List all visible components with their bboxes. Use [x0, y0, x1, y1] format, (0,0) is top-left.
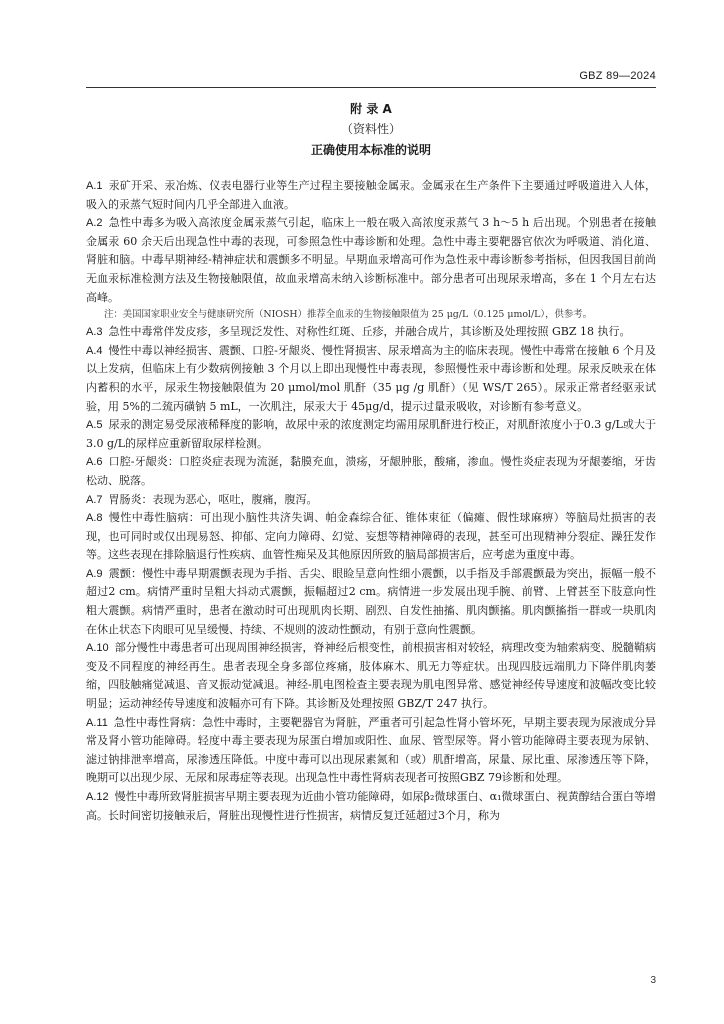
paragraph-text: 汞矿开采、汞冶炼、仪表电器行业等生产过程主要接触金属汞。金属汞在生产条件下主要通过呼吸道进入人体，吸入的汞蒸气短时间内几乎全部进入血液。 — [86, 179, 656, 211]
paragraph-text: 部分慢性中毒患者可出现周围神经损害，脊神经后根变性，前根损害相对较轻，病理改变为轴索病变、脱髓鞘病变及不同程度的神经再生。患者表现全身多部位疼痛，肢体麻木、肌无力等症状。出现四肢远端肌力下降伴肌肉萎缩，四肢触痛觉减退、音叉振动觉减退。神经-肌电图检查主要表现为肌电图异常、感觉神经传导速度和波幅改变比较明显；运动神经传导速度和波幅亦可有下降。其诊断及处理按照 GBZ/T 247 执行。 — [86, 641, 656, 711]
paragraph-a12 — [86, 788, 656, 825]
clause-number: A.5 — [86, 419, 103, 432]
paragraph-text: 急性中毒多为吸入高浓度金属汞蒸气引起，临床上一般在吸入高浓度汞蒸气 3 h～5 h 后出现。个别患者在接触金属汞 60 余天后出现急性中毒的表现，可参照急性中毒诊断和处理。急性中毒主要靶器官依次为呼吸道、消化道、肾脏和脑。中毒早期神经-精神症状和震颤多不明显。早期血汞增高可作为急性汞中毒诊断参考指标，但因我国目前尚无血汞标准检测方法及生物接触限值，故血汞增高未纳入诊断标准中。部分患者可出现尿汞增高，多在 1 个月左右达高峰。 — [86, 216, 656, 304]
paragraph-a9 — [86, 565, 656, 639]
paragraph-a5 — [86, 416, 656, 453]
paragraph-a7 — [86, 491, 656, 510]
paragraph-a3 — [86, 323, 656, 342]
paragraph-text: 胃肠炎：表现为恶心，呕吐，腹痛，腹泻。 — [108, 492, 318, 506]
clause-number: A.10 — [86, 642, 109, 655]
paragraph-text: 急性中毒常伴发皮疹，多呈现泛发性、对称性红斑、丘疹，并融合成片，其诊断及处理按照 GBZ 18 执行。 — [108, 325, 631, 339]
appendix-subtitle: 正确使用本标准的说明 — [310, 143, 431, 157]
document-body — [86, 177, 656, 825]
paragraph-text: 急性中毒性肾病：急性中毒时，主要靶器官为肾脏，严重者可引起急性肾小管坏死，早期主要表现为尿液成分异常及肾小管功能障碍。轻度中毒主要表现为尿蛋白增加或阳性、血尿、管型尿等。肾小管功能障碍主要表现为尿钠、滤过钠排泄率增高，尿渗透压降低。中度中毒可以出现尿素氮和（或）肌酐增高，尿量、尿比重、尿渗透压等下降，晚期可以出现少尿、无尿和尿毒症等表现。出现急性中毒性肾病表现者可按照GBZ 79诊断和处理。 — [86, 715, 656, 785]
clause-number: A.11 — [86, 716, 108, 729]
standard-code: GBZ 89—2024 — [579, 70, 656, 82]
paragraph-text: 尿汞的测定易受尿液稀释度的影响，故尿中汞的浓度测定均需用尿肌酐进行校正，对肌酐浓度小于0.3 g/L或大于3.0 g/L的尿样应重新留取尿样检测。 — [86, 418, 656, 450]
paragraph-a11 — [86, 714, 656, 788]
paragraph-a4 — [86, 342, 656, 416]
clause-number: A.7 — [86, 493, 103, 506]
clause-number: A.3 — [86, 326, 103, 339]
paragraph-a10 — [86, 639, 656, 713]
clause-number: A.12 — [86, 791, 109, 803]
paragraph-a8 — [86, 509, 656, 565]
appendix-type: （资料性） — [340, 122, 401, 136]
paragraph-text: 口腔-牙龈炎：口腔炎症表现为流涎，黏膜充血，溃疡，牙龈肿胀，酸痛，渗血。慢性炎症表现为牙龈萎缩，牙齿松动、脱落。 — [86, 455, 656, 487]
paragraph-text: 慢性中毒以神经损害、震颤、口腔-牙龈炎、慢性肾损害、尿汞增高为主的临床表现。慢性中毒常在接触 6 个月及以上发病，但临床上有少数病例接触 3 个月以上即出现慢性中毒表现，参照慢性汞中毒诊断和处理。尿汞反映汞在体内蓄积的水平，尿汞生物接触限值为 20 μmol/mol 肌酐（35 μg /g 肌酐）（见 WS/T 265）。尿汞正常者经驱汞试验，用 5%的二巯丙磺钠 5 mL，一次肌注，尿汞大于 45μg/d，提示过量汞吸收，对诊断有参考意义。 — [86, 343, 656, 413]
clause-number: A.1 — [86, 180, 103, 192]
paragraph-text: 慢性中毒性脑病：可出现小脑性共济失调、帕金森综合征、锥体束征（偏瘫、假性球麻痹）等脑局灶损害的表现，也可同时或仅出现易怒、抑郁、定向力障碍、幻觉、妄想等精神障碍的表现，甚至可出现精神分裂症、躁狂发作等。这些表现在排除脑退行性疾病、血管性痴呆及其他原因所致的脑局部损害后，应考虑为重度中毒。 — [86, 511, 656, 562]
paragraph-text: 震颤：慢性中毒早期震颤表现为手指、舌尖、眼睑呈意向性细小震颤，以手指及手部震颤最为突出，振幅一般不超过2 cm。病情严重时呈粗大抖动式震颤，振幅超过2 cm。病情进一步发展出现手腕、前臂、上臂甚至下肢意向性粗大震颤。病情严重时，患者在激动时可出现肌肉长期、剧烈、自发性抽搐、肌肉颤搐。肌肉颤搐指一群或一块肌肉在休止状态下肉眼可见呈缓慢、持续、不规则的波动性颤动，有别于意向性震颤。 — [86, 566, 656, 636]
header-rule — [86, 87, 656, 88]
clause-number: A.9 — [86, 567, 103, 580]
paragraph-text: 慢性中毒所致肾脏损害早期主要表现为近曲小管功能障碍，如尿β₂微球蛋白、α₁微球蛋白、视黄醇结合蛋白等增高。长时间密切接触汞后，肾脏出现慢性进行性损害，病情反复迁延超过3个月，称为 — [86, 790, 656, 822]
note: 注：美国国家职业安全与健康研究所（NIOSH）推荐全血汞的生物接触限值为 25 μg/L（0.125 μmol/L），供参考。 — [104, 309, 592, 321]
paragraph-a1 — [86, 177, 656, 214]
appendix-title: 附 录 A — [350, 102, 392, 116]
clause-number: A.2 — [86, 217, 103, 230]
paragraph-a6 — [86, 453, 656, 490]
paragraph-a2 — [86, 214, 656, 307]
clause-number: A.6 — [86, 456, 103, 469]
clause-number: A.4 — [86, 344, 103, 357]
clause-number: A.8 — [86, 512, 103, 525]
page-number: 3 — [650, 975, 656, 986]
